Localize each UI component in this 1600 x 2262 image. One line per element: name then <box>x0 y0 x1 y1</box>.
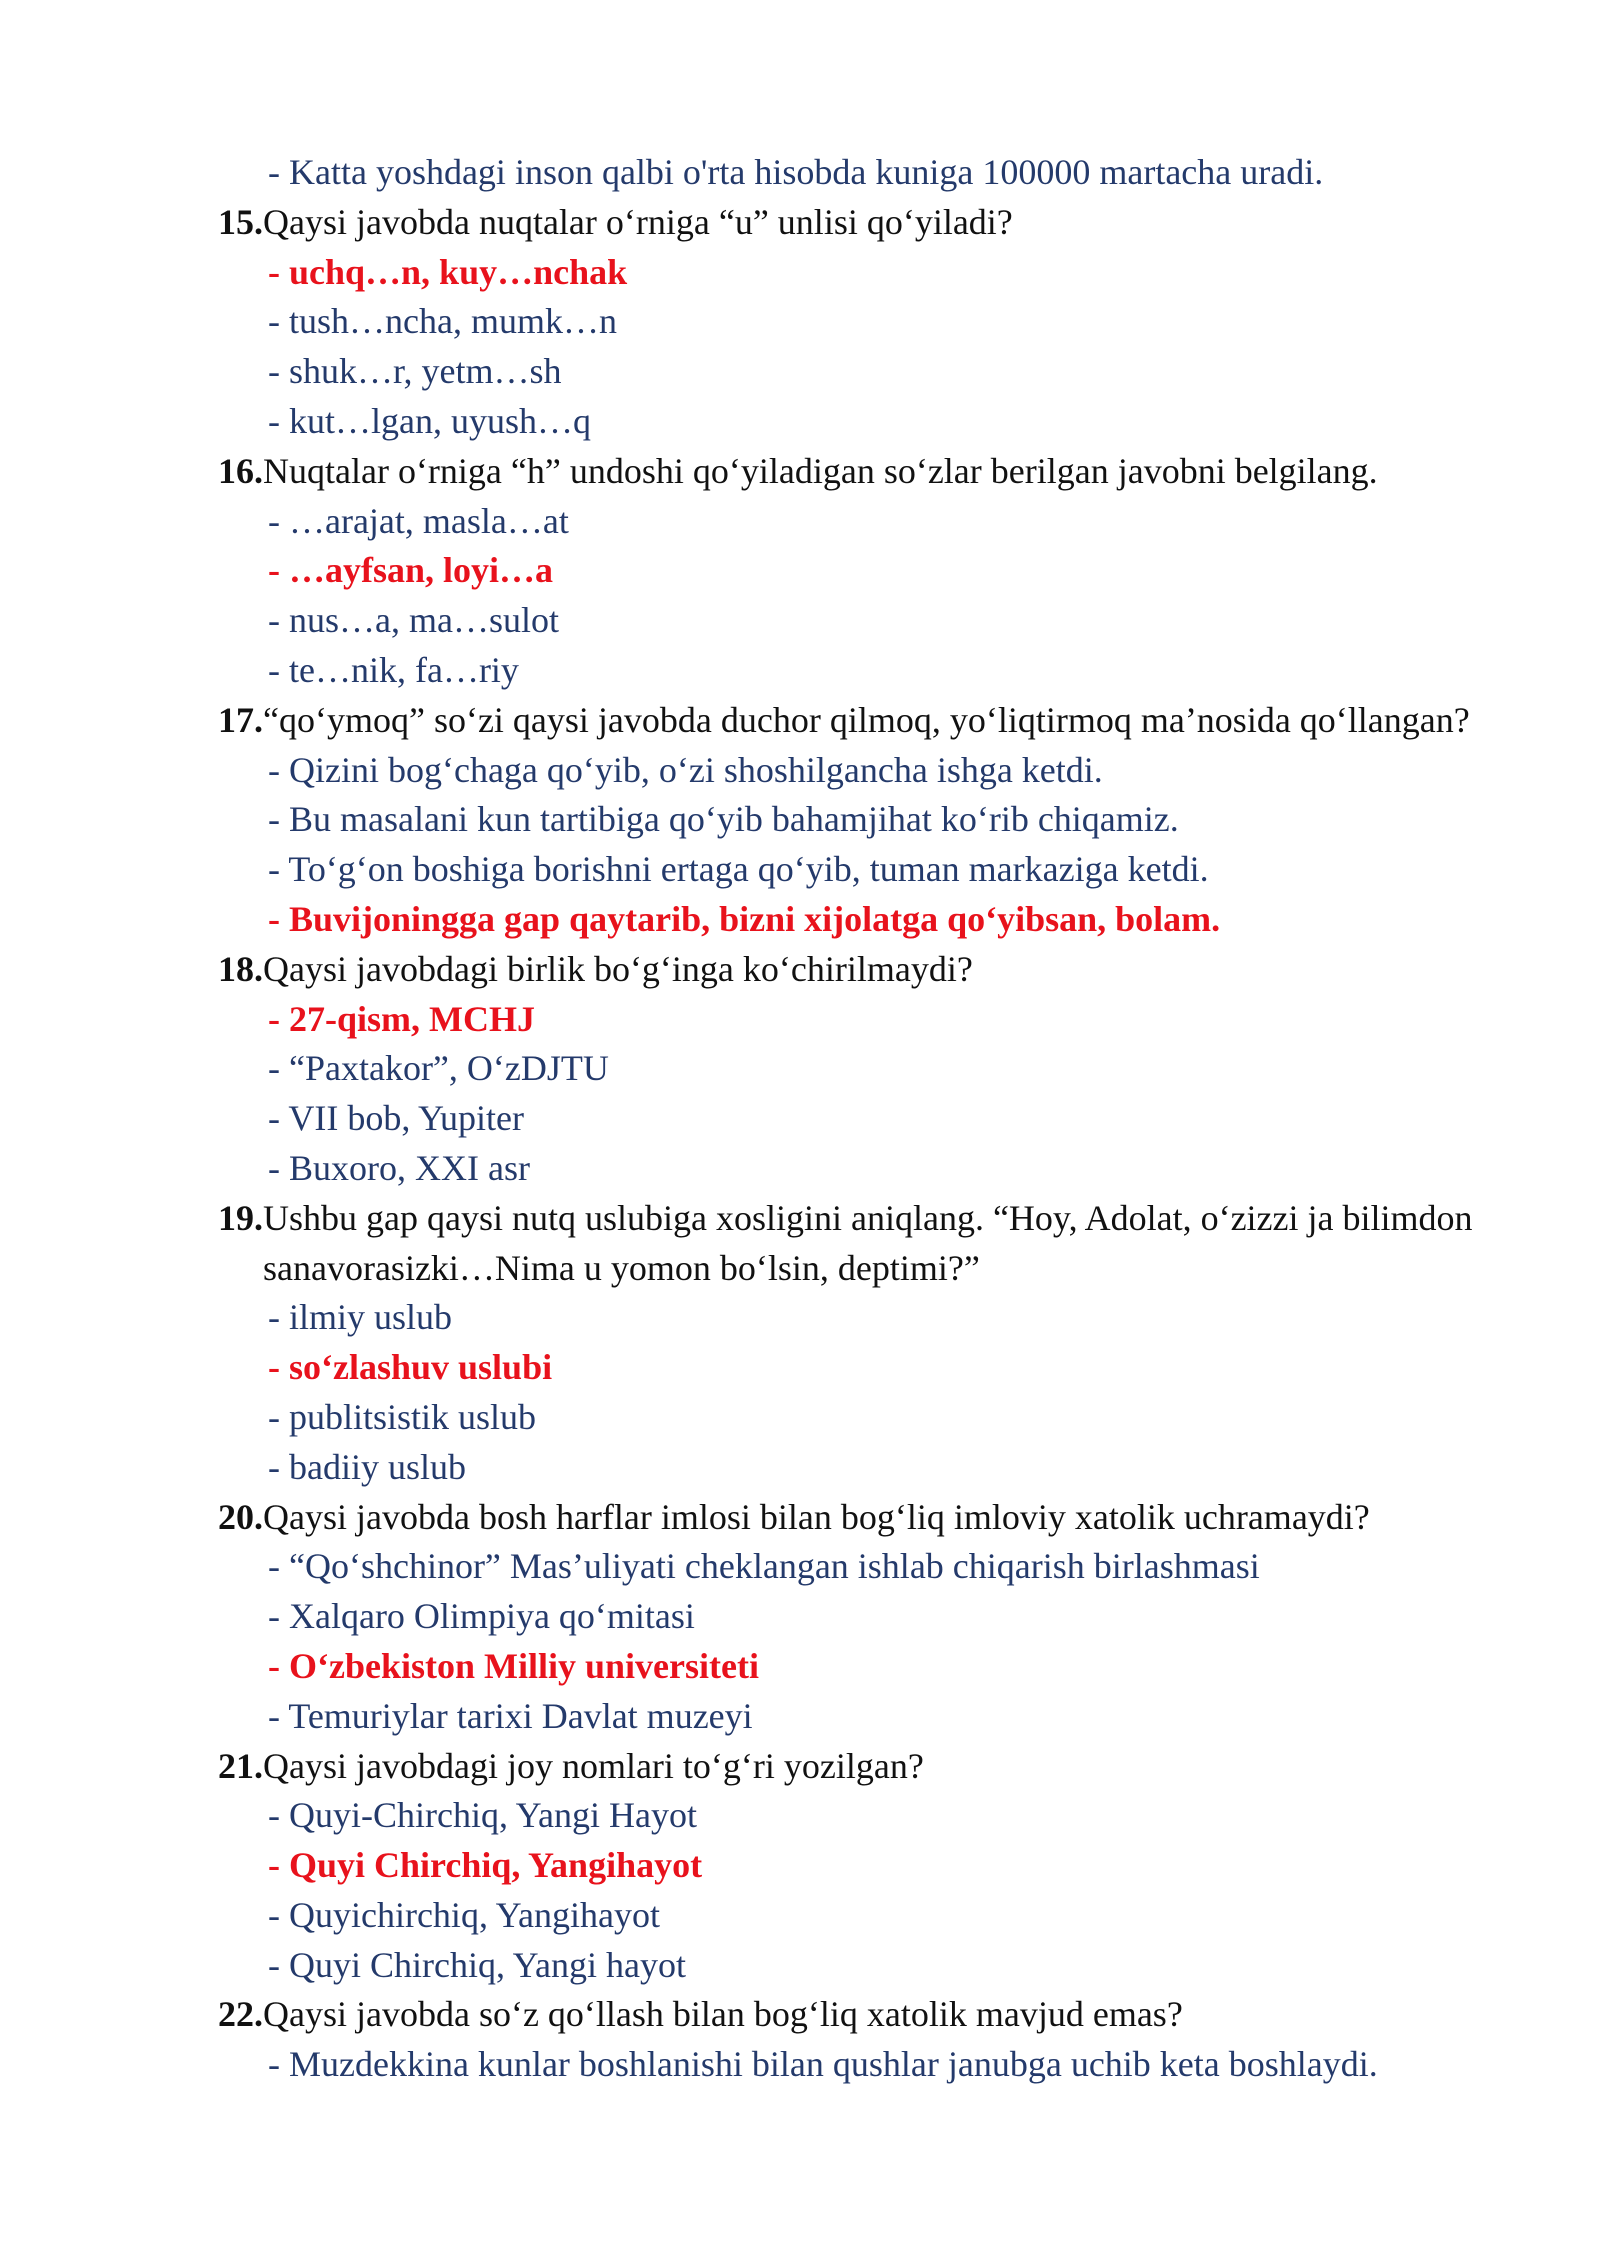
answer-option: - te…nik, fa…riy <box>268 649 519 690</box>
answer-option: - O‘zbekiston Milliy universiteti <box>268 1645 759 1686</box>
answer-option: - ilmiy uslub <box>268 1297 453 1338</box>
question-text: Qaysi javobda so‘z qo‘llash bilan bog‘liq xatolik mavjud emas? <box>263 1994 1183 2035</box>
answer-option: - Muzdekkina kunlar boshlanishi bilan qushlar janubga uchib keta boshlaydi. <box>268 2044 1378 2085</box>
answer-option: - To‘g‘on boshiga borishni ertaga qo‘yib, tuman markaziga ketdi. <box>268 849 1209 890</box>
answer-option: - Qizini bog‘chaga qo‘yib, o‘zi shoshilgancha ishga ketdi. <box>268 749 1103 790</box>
question-number: 17. <box>218 699 263 740</box>
answer-option: - kut…lgan, uyush…q <box>268 400 591 441</box>
question-text: Qaysi javobda bosh harflar imlosi bilan bog‘liq imloviy xatolik uchramaydi? <box>263 1496 1370 1537</box>
question-number: 15. <box>218 201 263 242</box>
answer-option: - Quyi Chirchiq, Yangi hayot <box>268 1944 686 1985</box>
question-15 <box>218 198 1518 248</box>
answer-option: - Buvijoningga gap qaytarib, bizni xijolatga qo‘yibsan, bolam. <box>268 898 1221 939</box>
question-number: 20. <box>218 1496 263 1537</box>
answer-option: - Quyi-Chirchiq, Yangi Hayot <box>268 1795 697 1836</box>
question-20 <box>218 1493 1518 1543</box>
question-number: 22. <box>218 1994 263 2035</box>
lead-option: - Katta yoshdagi inson qalbi o'rta hisobda kuniga 100000 martacha uradi. <box>268 152 1324 192</box>
answer-option: - Quyichirchiq, Yangihayot <box>268 1894 660 1935</box>
answer-option: - …arajat, masla…at <box>268 500 569 541</box>
question-22 <box>218 1990 1518 2040</box>
question-16 <box>218 447 1518 497</box>
answer-option: - shuk…r, yetm…sh <box>268 351 562 392</box>
answer-option: - uchq…n, kuy…nchak <box>268 251 628 292</box>
question-number: 21. <box>218 1745 263 1786</box>
question-text: “qo‘ymoq” so‘zi qaysi javobda duchor qilmoq, yo‘liqtirmoq ma’nosida qo‘llangan? <box>263 699 1470 740</box>
answer-option: - “Qo‘shchinor” Mas’uliyati cheklangan ishlab chiqarish birlashmasi <box>268 1546 1260 1587</box>
question-text: Nuqtalar o‘rniga “h” undoshi qo‘yiladigan so‘zlar berilgan javobni belgilang. <box>263 450 1378 491</box>
question-21 <box>218 1742 1518 1792</box>
question-19 <box>218 1194 1518 1294</box>
question-number: 19. <box>218 1197 263 1238</box>
answer-option: - VII bob, Yupiter <box>268 1098 524 1139</box>
question-text: Qaysi javobdagi joy nomlari to‘g‘ri yozilgan? <box>263 1745 924 1786</box>
question-text: Qaysi javobdagi birlik bo‘g‘inga ko‘chirilmaydi? <box>263 948 973 989</box>
answer-option: - publitsistik uslub <box>268 1396 537 1437</box>
answer-option: - Temuriylar tarixi Davlat muzeyi <box>268 1695 753 1736</box>
question-17 <box>218 696 1518 746</box>
answer-option: - Buxoro, XXI asr <box>268 1147 530 1188</box>
answer-option: - Quyi Chirchiq, Yangihayot <box>268 1845 703 1886</box>
answer-option: - 27-qism, MCHJ <box>268 998 535 1039</box>
question-18 <box>218 945 1518 995</box>
question-number: 18. <box>218 948 263 989</box>
question-text: Qaysi javobda nuqtalar o‘rniga “u” unlisi qo‘yiladi? <box>263 201 1013 242</box>
question-text: Ushbu gap qaysi nutq uslubiga xosligini aniqlang. “Hoy, Adolat, o‘zizzi ja bilimdon sanavorasizki…Nima u yomon bo‘lsin, deptimi?” <box>263 1197 1473 1288</box>
quiz-content <box>218 148 1518 2090</box>
answer-option: - nus…a, ma…sulot <box>268 600 559 641</box>
answer-option: - tush…ncha, mumk…n <box>268 301 617 342</box>
answer-option: - “Paxtakor”, O‘zDJTU <box>268 1048 609 1089</box>
answer-option: - badiiy uslub <box>268 1446 466 1487</box>
answer-option: - …ayfsan, loyi…a <box>268 550 554 591</box>
answer-option: - Xalqaro Olimpiya qo‘mitasi <box>268 1596 695 1637</box>
question-number: 16. <box>218 450 263 491</box>
answer-option: - Bu masalani kun tartibiga qo‘yib bahamjihat ko‘rib chiqamiz. <box>268 799 1179 840</box>
answer-option: - so‘zlashuv uslubi <box>268 1347 553 1388</box>
